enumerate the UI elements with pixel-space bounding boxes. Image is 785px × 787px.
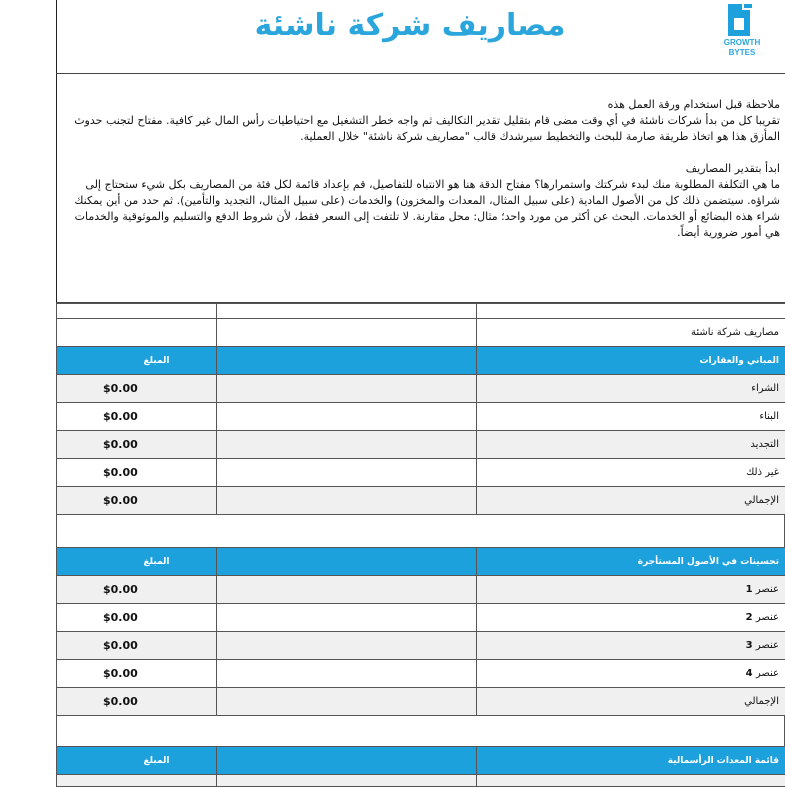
total-label-cell[interactable]: الإجمالي bbox=[477, 688, 785, 716]
cell[interactable] bbox=[217, 459, 477, 487]
cell[interactable] bbox=[217, 576, 477, 604]
brand-logo bbox=[712, 0, 772, 70]
amount-cell[interactable]: $0.00 bbox=[57, 459, 217, 487]
sheet-title-cell[interactable]: مصاريف شركة ناشئة bbox=[477, 319, 785, 347]
cell[interactable] bbox=[57, 319, 217, 347]
total-row bbox=[57, 487, 785, 515]
left-margin bbox=[0, 0, 56, 785]
cell[interactable] bbox=[217, 660, 477, 688]
total-amount-cell[interactable]: $0.00 bbox=[57, 487, 217, 515]
leasehold-table bbox=[56, 547, 785, 716]
amount-cell[interactable]: $0.00 bbox=[57, 660, 217, 688]
cell[interactable] bbox=[217, 304, 477, 319]
label-cell[interactable]: التجديد bbox=[477, 431, 785, 459]
cell[interactable] bbox=[217, 604, 477, 632]
spacer-row bbox=[57, 304, 785, 319]
label-cell[interactable] bbox=[477, 576, 785, 604]
table-header-row bbox=[57, 747, 785, 775]
page-title: مصاريف شركة ناشئة bbox=[250, 8, 570, 43]
blank-cell[interactable] bbox=[57, 515, 785, 548]
cell[interactable] bbox=[217, 319, 477, 347]
estimate-title: ابدأ بتقدير المصاريف bbox=[62, 161, 780, 177]
table-row bbox=[57, 632, 785, 660]
cell[interactable] bbox=[477, 304, 785, 319]
label-cell[interactable]: الشراء bbox=[477, 375, 785, 403]
cell[interactable] bbox=[217, 403, 477, 431]
capital-equipment-table bbox=[56, 746, 785, 787]
table-row bbox=[57, 431, 785, 459]
logo-text bbox=[712, 38, 772, 58]
item-number: 1 bbox=[746, 584, 753, 595]
amount-header[interactable]: المبلغ bbox=[57, 347, 217, 375]
blank-row bbox=[57, 716, 785, 747]
table-row bbox=[57, 375, 785, 403]
amount-cell[interactable]: $0.00 bbox=[57, 632, 217, 660]
item-label: عنصر bbox=[756, 640, 779, 651]
logo-line-1: GROWTH bbox=[712, 38, 772, 48]
cell[interactable] bbox=[217, 431, 477, 459]
total-label-cell[interactable]: الإجمالي bbox=[477, 487, 785, 515]
buildings-table bbox=[56, 346, 785, 515]
item-label: عنصر bbox=[756, 612, 779, 623]
item-number: 4 bbox=[746, 668, 753, 679]
table-row bbox=[57, 403, 785, 431]
note-body: تقريبا كل من بدأ شركات ناشئة في أي وقت مضى قام بتقليل تقدير التكاليف ثم واجه خطر التشغيل مع احتياطيات رأس المال غير كافية. مفتاح لتجنب حدوث المأزق هذا هو اتخاذ طريقة صارمة للبحث والتخطيط سيرشدك قالب "مصاريف شركة ناشئة" خلال العملية. bbox=[62, 113, 780, 145]
amount-cell[interactable]: $0.00 bbox=[57, 604, 217, 632]
note-title: ملاحظة قبل استخدام ورقة العمل هذه bbox=[62, 97, 780, 113]
sheet-title-table bbox=[56, 303, 785, 347]
total-amount-cell[interactable]: $0.00 bbox=[57, 688, 217, 716]
label-cell[interactable]: البناء bbox=[477, 403, 785, 431]
label-cell[interactable] bbox=[477, 632, 785, 660]
section-header[interactable]: قائمة المعدات الرأسمالية bbox=[477, 747, 785, 775]
table-header-row bbox=[57, 548, 785, 576]
blank-row bbox=[57, 515, 785, 548]
label-cell[interactable] bbox=[477, 604, 785, 632]
amount-header[interactable]: المبلغ bbox=[57, 548, 217, 576]
logo-line-2: BYTES bbox=[712, 48, 772, 58]
sheet-title-row bbox=[57, 319, 785, 347]
item-label: عنصر bbox=[756, 668, 779, 679]
cell[interactable] bbox=[217, 548, 477, 576]
label-cell[interactable] bbox=[477, 660, 785, 688]
cell[interactable] bbox=[217, 375, 477, 403]
cell[interactable] bbox=[217, 632, 477, 660]
gap-table bbox=[56, 715, 785, 747]
growth-bytes-logo-icon bbox=[728, 4, 756, 36]
amount-header[interactable]: المبلغ bbox=[57, 747, 217, 775]
amount-cell[interactable]: $0.00 bbox=[57, 431, 217, 459]
item-label: عنصر bbox=[756, 584, 779, 595]
section-header[interactable]: المباني والعقارات bbox=[477, 347, 785, 375]
table-row bbox=[57, 604, 785, 632]
item-number: 2 bbox=[746, 612, 753, 623]
amount-cell[interactable]: $0.00 bbox=[57, 375, 217, 403]
cell[interactable] bbox=[57, 304, 217, 319]
table-header-row bbox=[57, 347, 785, 375]
section-header[interactable]: تحسينات في الأصول المستأجرة bbox=[477, 548, 785, 576]
amount-cell[interactable]: $0.00 bbox=[57, 576, 217, 604]
blank-cell[interactable] bbox=[57, 716, 785, 747]
item-number: 3 bbox=[746, 640, 753, 651]
intro-text bbox=[62, 97, 780, 241]
table-row bbox=[57, 576, 785, 604]
gap-table bbox=[56, 514, 785, 548]
header-divider bbox=[56, 73, 785, 74]
table-row bbox=[57, 660, 785, 688]
cell[interactable] bbox=[217, 747, 477, 775]
table-row bbox=[57, 459, 785, 487]
cell[interactable] bbox=[217, 347, 477, 375]
cell[interactable] bbox=[217, 688, 477, 716]
amount-cell[interactable]: $0.00 bbox=[57, 403, 217, 431]
cell[interactable] bbox=[217, 487, 477, 515]
estimate-body: ما هي التكلفة المطلوبة منك لبدء شركتك واستمرارها؟ مفتاح الدقة هنا هو الانتباه للتفاصيل، قم بإعداد قائمة لكل فئة من المصاريف بكل شيء ستحتاج إلى شراؤه. سيتضمن ذلك كل من الأصول المادية (على سبيل المثال، المعدات والمخزون) والخدمات (على سبيل المثال، التجديد والتأمين). ثم حدد من أين يمكنك شراء هذه البضائع أو الخدمات. البحث عن أكثر من مورد واحد؛ مثال: محل مقارنة. لا تلتفت إلى السعر فقط، لأن شروط الدفع والتسليم والموثوقية والخدمات هي أمور ضرورية أيضاً. bbox=[62, 177, 780, 241]
label-cell[interactable]: غير ذلك bbox=[477, 459, 785, 487]
total-row bbox=[57, 688, 785, 716]
